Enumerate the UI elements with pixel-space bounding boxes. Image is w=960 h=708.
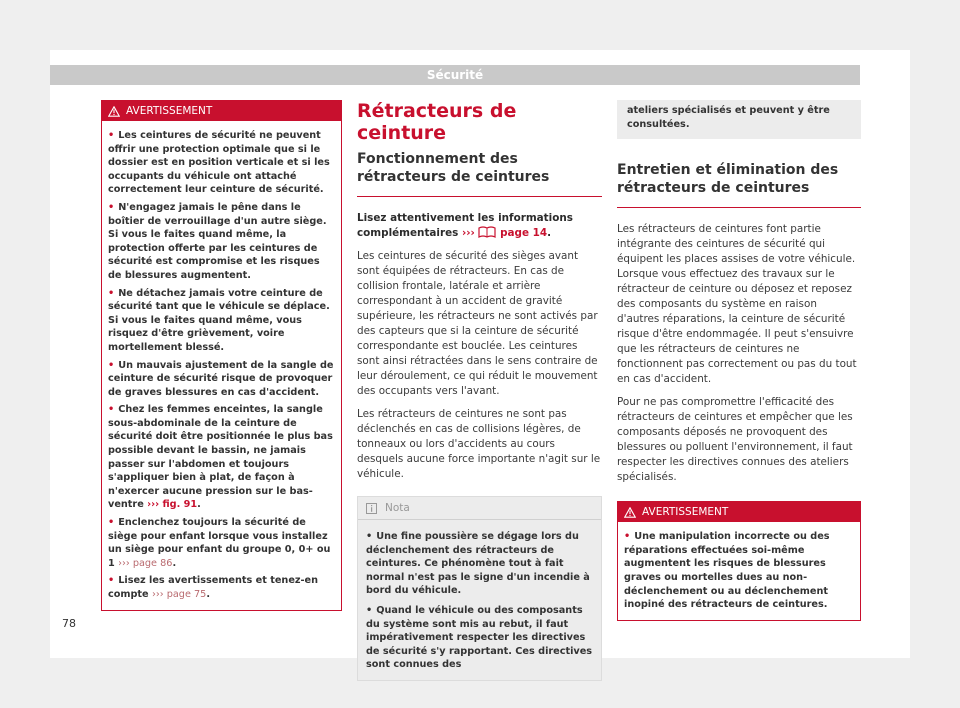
bullet-icon: • bbox=[624, 531, 631, 543]
page-link[interactable]: ››› page 75 bbox=[152, 589, 207, 600]
page-number: 78 bbox=[62, 617, 76, 630]
note-item: • Une fine poussière se dégage lors du déclenchement des rétracteurs de ceintures. Ce phénomène tout à fait normal n'est pas le signe d'un incendie à bord du véhicule. bbox=[366, 531, 590, 597]
note-continuation: ateliers spécialisés et peuvent y être consultées. bbox=[617, 100, 861, 139]
warning-label: AVERTISSEMENT bbox=[642, 506, 729, 519]
bullet-icon: • bbox=[108, 575, 115, 587]
bullet-icon: • bbox=[108, 130, 115, 141]
warning-item: • Enclenchez toujours la sécurité de siège pour enfant lorsque vous installez un siège pour enfant du groupe 0, 0+ ou 1 ››› page 86. bbox=[108, 517, 331, 569]
page-link[interactable]: page 14 bbox=[500, 227, 548, 239]
paragraph: Les rétracteurs de ceintures ne sont pas déclenchés en cas de collisions légères, de tonneaux ou lors d'accidents au cours desquels aucune force importante n'agit sur le véhicule. bbox=[357, 408, 601, 480]
subsection-title: Fonctionnement des rétracteurs de ceintures bbox=[357, 150, 602, 197]
left-column bbox=[101, 100, 342, 611]
warning-box bbox=[101, 100, 342, 611]
note-item: • Quand le véhicule ou des composants du système sont mis au rebut, il faut impérativement respecter les directives de sécurité s'y rapportant. Ces directives sont connues des bbox=[366, 604, 593, 671]
info-icon bbox=[366, 503, 377, 514]
bullet-icon: • bbox=[108, 201, 115, 213]
note-box bbox=[357, 496, 602, 681]
warning-icon bbox=[108, 106, 120, 117]
bullet-icon: • bbox=[108, 287, 115, 299]
warning-items bbox=[618, 522, 860, 620]
right-column bbox=[617, 100, 861, 621]
section-header: Sécurité bbox=[50, 65, 860, 85]
fig-link[interactable]: ››› fig. 91 bbox=[147, 499, 198, 511]
paragraph: Les rétracteurs de ceintures font partie intégrante des ceintures de sécurité qui équipent les places assises de votre véhicule. Lorsque vous effectuez des travaux sur le rétracteur de ceinture ou déposez et reposez des composants du système en raison d'autres réparations, la ceinture de sécurité risque d'être endommagée. Il peut s'ensuivre que les rétracteurs de ceintures ne fonctionnent pas correctement ou pas du tout en cas d'accident. bbox=[617, 223, 857, 386]
warning-item: • Ne détachez jamais votre ceinture de sécurité tant que le véhicule se déplace. Si vous le faites quand même, vous risquez d'être grièvement, voire mortellement blessé. bbox=[108, 287, 330, 353]
warning-header bbox=[618, 502, 860, 522]
warning-item: • Un mauvais ajustement de la sangle de ceinture de sécurité risque de provoquer de graves blessures en cas d'accident. bbox=[108, 359, 334, 398]
warning-items bbox=[102, 121, 341, 610]
note-header bbox=[358, 497, 601, 520]
bullet-icon: • bbox=[108, 404, 115, 416]
warning-icon bbox=[624, 507, 636, 518]
warning-item: • Les ceintures de sécurité ne peuvent offrir une protection optimale que si le dossier est en position verticale et si les occupants du véhicule ont attaché correctement leur ceinture de sécurité. bbox=[108, 130, 330, 196]
lead-text: Lisez attentivement les informations complémentaires ››› page 14. bbox=[357, 212, 573, 239]
bullet-icon: • bbox=[108, 359, 115, 371]
paragraph: Les ceintures de sécurité des sièges avant sont équipées de rétracteurs. En cas de collision frontale, latérale et arrière correspondant à un accident de gravité supérieure, les rétracteurs ne sont activés par des capteurs que si la ceinture de sécurité correspondante est bouclée. Les ceintures sont ainsi rétractées dans le sens contraire de leur déroulement, ce qui réduit le mouvement des occupants vers l'avant. bbox=[357, 250, 598, 397]
page-link[interactable]: ››› page 86 bbox=[118, 557, 173, 569]
warning-item: • Lisez les avertissements et tenez-en compte ››› page 75. bbox=[108, 575, 319, 600]
warning-label: AVERTISSEMENT bbox=[126, 105, 213, 117]
bullet-icon: • bbox=[366, 604, 373, 616]
section-title: Rétracteurs de ceinture bbox=[357, 100, 517, 144]
warning-item: • N'engagez jamais le pêne dans le boîtier de verrouillage d'un autre siège. Si vous le faites quand même, la protection offerte par les ceintures de sécurité est compromise et les risques de blessures augmentent. bbox=[108, 201, 327, 281]
note-label: Nota bbox=[385, 502, 410, 514]
bullet-icon: • bbox=[108, 517, 115, 529]
subsection-title: Entretien et élimination des rétracteurs de ceintures bbox=[617, 161, 861, 208]
middle-column bbox=[357, 100, 602, 681]
note-items bbox=[358, 520, 601, 680]
warning-item: • Chez les femmes enceintes, la sangle sous-abdominale de la ceinture de sécurité doit être positionnée le plus bas possible devant le bassin, ne jamais passer sur l'abdomen et toujours s'appliquer bien à plat, de façon à n'exercer aucune pression sur le bas-ventre ››› fig. 91. bbox=[108, 404, 333, 511]
warning-header bbox=[102, 101, 341, 121]
bullet-icon: • bbox=[366, 531, 373, 542]
warning-item: • Une manipulation incorrecte ou des réparations effectuées soi-même augmentent les risques de blessures graves ou mortelles dues au non-déclenchement ou au déclenchement inopiné des rétracteurs de ceintures. bbox=[624, 531, 830, 611]
paragraph: Pour ne pas compromettre l'efficacité des rétracteurs de ceintures et empêcher que les composants déposés ne provoquent des blessures ou polluent l'environnement, il faut respecter les directives connues des ateliers spécialisés. bbox=[617, 396, 853, 484]
book-icon bbox=[478, 226, 496, 238]
warning-box bbox=[617, 501, 861, 621]
